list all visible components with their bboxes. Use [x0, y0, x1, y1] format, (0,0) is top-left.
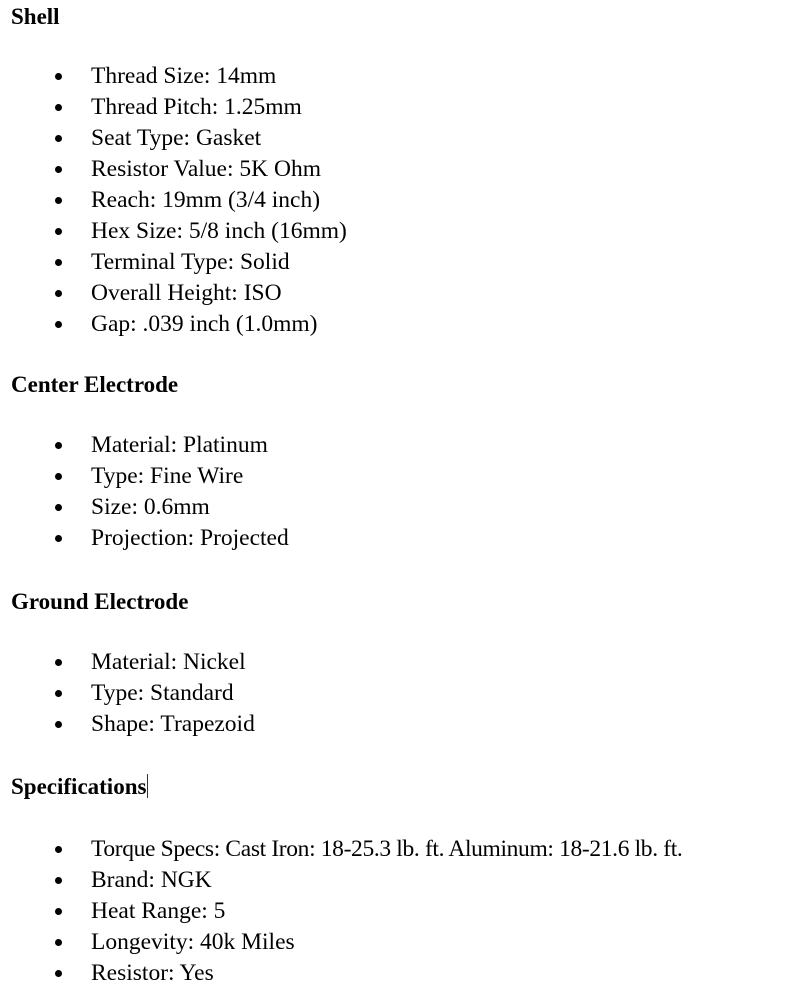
shell-spec-list: [0, 61, 800, 340]
list-item: Longevity: 40k Miles: [0, 927, 800, 958]
list-item: Resistor Value: 5K Ohm: [0, 154, 800, 185]
bullet-icon: [55, 290, 62, 297]
list-item: Brand: NGK: [0, 865, 800, 896]
list-item: Torque Specs: Cast Iron: 18-25.3 lb. ft. Aluminum: 18-21.6 lb. ft.: [0, 834, 800, 865]
bullet-icon: [55, 166, 62, 173]
ground-electrode-spec-list: [0, 647, 800, 740]
bullet-icon: [55, 690, 62, 697]
bullet-icon: [55, 73, 62, 80]
bullet-icon: [55, 442, 62, 449]
list-item: Terminal Type: Solid: [0, 247, 800, 278]
bullet-icon: [55, 135, 62, 142]
list-item: Overall Height: ISO: [0, 278, 800, 309]
specifications-list: [0, 834, 800, 989]
list-item: Gap: .039 inch (1.0mm): [0, 309, 800, 340]
bullet-icon: [55, 104, 62, 111]
list-item: Resistor: Yes: [0, 958, 800, 989]
bullet-icon: [55, 846, 62, 853]
list-item: Thread Pitch: 1.25mm: [0, 92, 800, 123]
list-item: Material: Nickel: [0, 647, 800, 678]
list-item: Reach: 19mm (3/4 inch): [0, 185, 800, 216]
bullet-icon: [55, 908, 62, 915]
list-item: Heat Range: 5: [0, 896, 800, 927]
list-item: Shape: Trapezoid: [0, 709, 800, 740]
bullet-icon: [55, 259, 62, 266]
list-item: Seat Type: Gasket: [0, 123, 800, 154]
list-item: Thread Size: 14mm: [0, 61, 800, 92]
bullet-icon: [55, 504, 62, 511]
list-item: Size: 0.6mm: [0, 492, 800, 523]
section-heading-center-electrode: Center Electrode: [11, 372, 179, 397]
list-item: Projection: Projected: [0, 523, 800, 554]
bullet-icon: [55, 228, 62, 235]
section-heading-shell: Shell: [11, 4, 60, 29]
list-item: Type: Fine Wire: [0, 461, 800, 492]
bullet-icon: [55, 321, 62, 328]
bullet-icon: [55, 877, 62, 884]
list-item: Type: Standard: [0, 678, 800, 709]
list-item: Hex Size: 5/8 inch (16mm): [0, 216, 800, 247]
section-heading-specifications: Specifications: [11, 774, 147, 799]
bullet-icon: [55, 659, 62, 666]
bullet-icon: [55, 970, 62, 977]
list-item: Material: Platinum: [0, 430, 800, 461]
bullet-icon: [55, 197, 62, 204]
bullet-icon: [55, 721, 62, 728]
text-cursor-icon: [147, 774, 148, 798]
bullet-icon: [55, 535, 62, 542]
bullet-icon: [55, 473, 62, 480]
center-electrode-spec-list: [0, 430, 800, 554]
section-heading-ground-electrode: Ground Electrode: [11, 589, 189, 614]
bullet-icon: [55, 939, 62, 946]
